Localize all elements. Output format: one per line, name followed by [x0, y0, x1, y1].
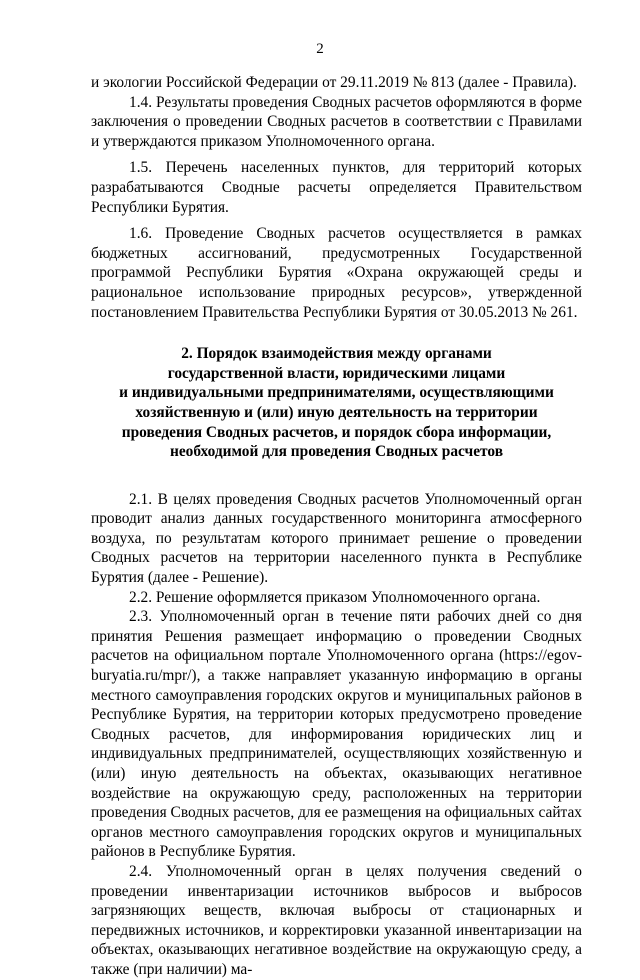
- heading-line: хозяйственную и (или) иную деятельность на территории: [135, 403, 538, 421]
- heading-line: необходимой для проведения Сводных расчетов: [169, 443, 504, 461]
- page-number: 2: [316, 41, 324, 57]
- paragraph-2-1: 2.1. В целях проведения Сводных расчетов Уполномоченный орган проводит анализ данных государственного мониторинга атмосферного воздуха, по результатам которого принимает решение о проведении Сводных расчетов на территории населенного пункта в Республике Бурятия (далее - Решение).: [91, 490, 582, 587]
- paragraph-2-3: 2.3. Уполномоченный орган в течение пяти рабочих дней со дня принятия Решения размещает информацию о проведении Сводных расчетов на официальном портале Уполномоченного органа (https://egov-buryatia.ru/mpr/), а также направляет указанную информацию в органы местного самоуправления городских округов и муниципальных районов в Республике Бурятия, на территории которых предусмотрено проведение Сводных расчетов, для информирования юридических лиц и индивидуальных предпринимателей, осуществляющих хозяйственную и (или) иную деятельность на объектах, оказывающих негативное воздействие на окружающую среду, расположенных на территории проведения Сводных расчетов, для ее размещения на официальных сайтах органов местного самоуправления городских округов и муниципальных районов в Республике Бурятия.: [91, 608, 582, 861]
- heading-line: государственной власти, юридическими лицами: [167, 364, 506, 382]
- document-body: [91, 73, 582, 980]
- paragraph-1-4: 1.4. Результаты проведения Сводных расчетов оформляются в форме заключения о проведении Сводных расчетов в соответствии с Правилами и утверждаются приказом Уполномоченного органа.: [91, 93, 582, 150]
- heading-line: 2. Порядок взаимодействия между органами: [181, 345, 492, 363]
- paragraph-2-2: 2.2. Решение оформляется приказом Уполномоченного органа.: [129, 588, 541, 606]
- paragraph-2-4: 2.4. Уполномоченный орган в целях получения сведений о проведении инвентаризации источников выбросов и выбросов загрязняющих веществ, включая выбросы от стационарных и передвижных источников, и корректировки указанной инвентаризации на объектах, оказывающих негативное воздействие на окружающую среду, а также (при наличии) ма-: [91, 862, 582, 978]
- heading-line: и индивидуальными предпринимателями, осуществляющими: [119, 384, 554, 402]
- paragraph-continuation: и экологии Российской Федерации от 29.11.2019 № 813 (далее - Правила).: [91, 74, 577, 91]
- paragraph-1-6: 1.6. Проведение Сводных расчетов осуществляется в рамках бюджетных ассигнований, предусмотренных Государственной программой Республики Бурятия «Охрана окружающей среды и рациональное использование природных ресурсов», утвержденной постановлением Правительства Республики Бурятия от 30.05.2013 № 261.: [91, 225, 582, 321]
- heading-line: проведения Сводных расчетов, и порядок сбора информации,: [121, 423, 552, 441]
- paragraph-1-5: 1.5. Перечень населенных пунктов, для территорий которых разрабатываются Сводные расчеты определяется Правительством Республики Бурятия.: [91, 159, 582, 216]
- section-2-heading: [91, 344, 582, 462]
